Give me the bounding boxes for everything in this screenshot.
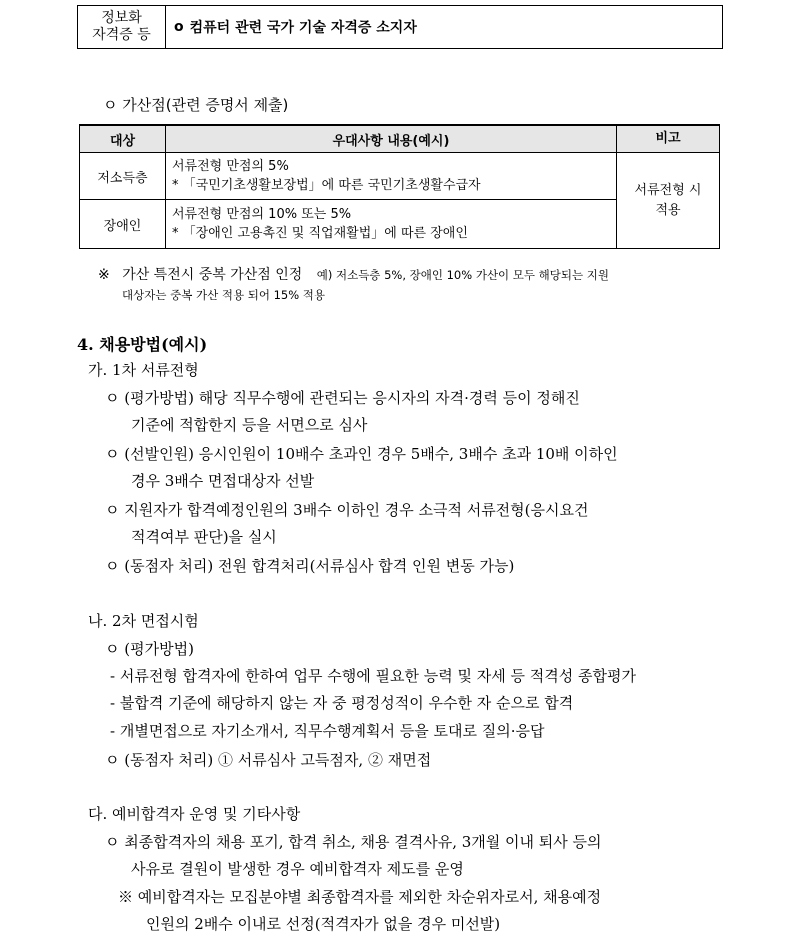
row-detail: [166, 153, 617, 200]
bonus-note-main: 가산 특전시 중복 가산점 인정: [122, 267, 303, 283]
note-line1: 서류전형 시: [634, 182, 702, 198]
row-detail-line2: * 「장애인 고용촉진 및 직업재활법」에 따른 장애인: [172, 226, 468, 241]
row-target: 저소득층: [80, 153, 166, 200]
qualification-bullet: o: [174, 19, 184, 35]
preference-table: [79, 124, 720, 249]
dash-line: - 불합격 기준에 해당하지 않는 자 중 평정성적이 우수한 자 순으로 합격: [110, 694, 574, 712]
bonus-title: ㅇ 가산점(관련 증명서 제출): [103, 96, 289, 114]
header-target: 대상: [80, 125, 166, 153]
bullet-line: ㅇ (평가방법): [105, 640, 194, 658]
subsection-title: 다. 예비합격자 운영 및 기타사항: [88, 805, 301, 823]
preference-header-row: [80, 125, 720, 153]
subsection-title: 가. 1차 서류전형: [88, 361, 199, 379]
bullet-line: ㅇ (동점자 처리) ① 서류심사 고득점자, ② 재면접: [105, 751, 432, 769]
bonus-note-example: 예) 저소득층 5%, 장애인 10% 가산이 모두 해당되는 지원: [316, 268, 609, 282]
bonus-note-line2: 대상자는 중복 가산 적용 되어 15% 적용: [122, 288, 326, 302]
row-detail: [166, 200, 617, 249]
table-row: [80, 153, 720, 200]
note-line2: 적용: [655, 202, 681, 218]
header-note: 비고: [617, 125, 720, 153]
bullet-continuation: 기준에 적합한지 등을 서면으로 심사: [131, 416, 368, 434]
row-detail-line1: 서류전형 만점의 10% 또는 5%: [172, 207, 352, 222]
note-line: ※ 예비합격자는 모집분야별 최종합격자를 제외한 차순위자로서, 채용예정: [118, 888, 602, 906]
header-content: 우대사항 내용(예시): [166, 125, 617, 153]
bullet-continuation: 경우 3배수 면접대상자 선발: [131, 472, 315, 490]
bullet-continuation: 사유로 결원이 발생한 경우 예비합격자 제도를 운영: [131, 860, 464, 878]
bullet-line: ㅇ (선발인원) 응시인원이 10배수 초과인 경우 5배수, 3배수 초과 10배 이하인: [105, 445, 618, 463]
dash-line: - 서류전형 합격자에 한하여 업무 수행에 필요한 능력 및 자세 등 적격성 종합평가: [110, 667, 636, 685]
note-mark: ※: [98, 267, 110, 283]
qualification-header-line1: 정보화: [101, 10, 142, 26]
row-detail-line1: 서류전형 만점의 5%: [172, 159, 289, 174]
note-continuation: 인원의 2배수 이내로 선정(적격자가 없을 경우 미선발): [146, 915, 501, 933]
qualification-text: 컴퓨터 관련 국가 기술 자격증 소지자: [189, 20, 417, 36]
bonus-note-line1: [98, 264, 609, 284]
row-target: 장애인: [80, 200, 166, 249]
bullet-line: ㅇ (평가방법) 해당 직무수행에 관련되는 응시자의 자격·경력 등이 정해진: [105, 389, 580, 407]
bullet-continuation: 적격여부 판단)을 실시: [131, 528, 277, 546]
dash-line: - 개별면접으로 자기소개서, 직무수행계획서 등을 토대로 질의·응답: [110, 722, 545, 740]
qualification-row: [77, 5, 723, 49]
row-note: [617, 153, 720, 249]
bullet-line: ㅇ (동점자 처리) 전원 합격처리(서류심사 합격 인원 변동 가능): [105, 557, 515, 575]
section-heading: 4. 채용방법(예시): [77, 335, 208, 354]
subsection-title: 나. 2차 면접시험: [88, 612, 199, 630]
qualification-header: [78, 6, 166, 48]
qualification-content: [166, 6, 722, 48]
bullet-line: ㅇ 최종합격자의 채용 포기, 합격 취소, 채용 결격사유, 3개월 이내 퇴사 등의: [105, 833, 602, 851]
qualification-header-line2: 자격증 등: [92, 27, 151, 43]
bullet-line: ㅇ 지원자가 합격예정인원의 3배수 이하인 경우 소극적 서류전형(응시요건: [105, 501, 589, 519]
row-detail-line2: * 「국민기초생활보장법」에 따른 국민기초생활수급자: [172, 178, 481, 193]
